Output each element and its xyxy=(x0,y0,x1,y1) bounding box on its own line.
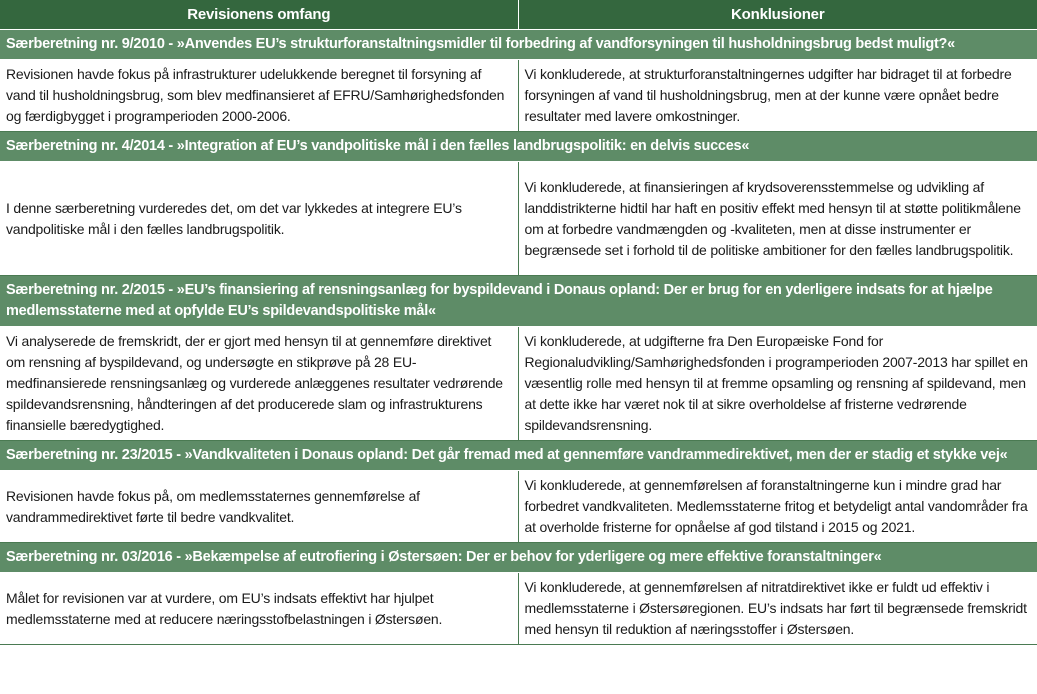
section-header-row xyxy=(0,276,1037,327)
section-header-row xyxy=(0,441,1037,471)
section-title: Særberetning nr. 4/2014 - »Integration af EU’s vandpolitiske mål i den fælles landbrugspolitik: en delvis succes« xyxy=(0,132,1037,162)
scope-cell: Vi analyserede de fremskridt, der er gjort med hensyn til at gennemføre direktivet om rensning af byspildevand, og undersøgte en stikprøve på 28 EU-medfinansierede rensningsanlæg og vurderede anlæggenes resultater vedrørende spildevandsrensning, håndteringen af det producerede slam og infrastrukturens finansielle bæredygtighed. xyxy=(0,327,518,441)
scope-cell: Målet for revisionen var at vurdere, om EU’s indsats effektivt har hjulpet medlemsstaterne med at reducere næringsstofbelastningen i Østersøen. xyxy=(0,573,518,645)
section-title: Særberetning nr. 9/2010 - »Anvendes EU’s strukturforanstaltningsmidler til forbedring af vandforsyningen til husholdningsbrug bedst muligt?« xyxy=(0,30,1037,60)
conclusion-cell: Vi konkluderede, at udgifterne fra Den Europæiske Fond for Regionaludvikling/Samhørighedsfonden i programperioden 2007-2013 har spillet en væsentlig rolle med hensyn til at fremme opsamling og rensning af spildevand, men at dette ikke har været nok til at sikre overholdelse af fristerne vedrørende spildevandsrensning. xyxy=(518,327,1037,441)
section-header-row xyxy=(0,132,1037,162)
table-row xyxy=(0,60,1037,132)
section-header-row xyxy=(0,543,1037,573)
scope-cell: Revisionen havde fokus på, om medlemsstaternes gennemførelse af vandrammedirektivet førte til bedre vandkvalitet. xyxy=(0,471,518,543)
scope-cell: Revisionen havde fokus på infrastrukturer udelukkende beregnet til forsyning af vand til husholdningsbrug, som blev medfinansieret af EFRU/Samhørighedsfonden og færdigbygget i programperioden 2000-2006. xyxy=(0,60,518,132)
table-row xyxy=(0,327,1037,441)
section-title: Særberetning nr. 23/2015 - »Vandkvaliteten i Donaus opland: Det går fremad med at gennemføre vandrammedirektivet, men der er stadig et stykke vej« xyxy=(0,441,1037,471)
table-row xyxy=(0,573,1037,645)
section-title: Særberetning nr. 03/2016 - »Bekæmpelse af eutrofiering i Østersøen: Der er behov for yderligere og mere effektive foranstaltninger« xyxy=(0,543,1037,573)
header-row xyxy=(0,0,1037,30)
table-row xyxy=(0,162,1037,276)
section-header-row xyxy=(0,30,1037,60)
conclusion-cell: Vi konkluderede, at finansieringen af krydsoverensstemmelse og udvikling af landdistrikterne hidtil har haft en positiv effekt med hensyn til at støtte politikmålene om at forbedre vandmængden og -kvaliteten, men at disse instrumenter er begrænsede set i forhold til de politiske ambitioner for den fælles landbrugspolitik. xyxy=(518,162,1037,276)
conclusion-cell: Vi konkluderede, at gennemførelsen af nitratdirektivet ikke er fuldt ud effektiv i medlemsstaterne i Østersøregionen. EU’s indsats har ført til begrænsede fremskridt med hensyn til reduktion af næringsstoffer i Østersøen. xyxy=(518,573,1037,645)
conclusion-cell: Vi konkluderede, at strukturforanstaltningernes udgifter har bidraget til at forbedre forsyningen af vand til husholdningsbrug, men at der kunne være opnået bedre resultater med lavere omkostninger. xyxy=(518,60,1037,132)
column-header-scope: Revisionens omfang xyxy=(0,0,518,30)
scope-cell: I denne særberetning vurderedes det, om det var lykkedes at integrere EU’s vandpolitiske mål i den fælles landbrugspolitik. xyxy=(0,162,518,276)
table-row xyxy=(0,471,1037,543)
conclusion-cell: Vi konkluderede, at gennemførelsen af foranstaltningerne kun i mindre grad har forbedret vandkvaliteten. Medlemsstaterne fritog et betydeligt antal vandområder fra at overholde fristerne for opnåelse af god tilstand i 2015 og 2021. xyxy=(518,471,1037,543)
column-header-conclusions: Konklusioner xyxy=(518,0,1037,30)
section-title: Særberetning nr. 2/2015 - »EU’s finansiering af rensningsanlæg for byspildevand i Donaus opland: Der er brug for en yderligere indsats for at hjælpe medlemsstaterne med at opfylde EU’s spildevandspolitiske mål« xyxy=(0,276,1037,327)
